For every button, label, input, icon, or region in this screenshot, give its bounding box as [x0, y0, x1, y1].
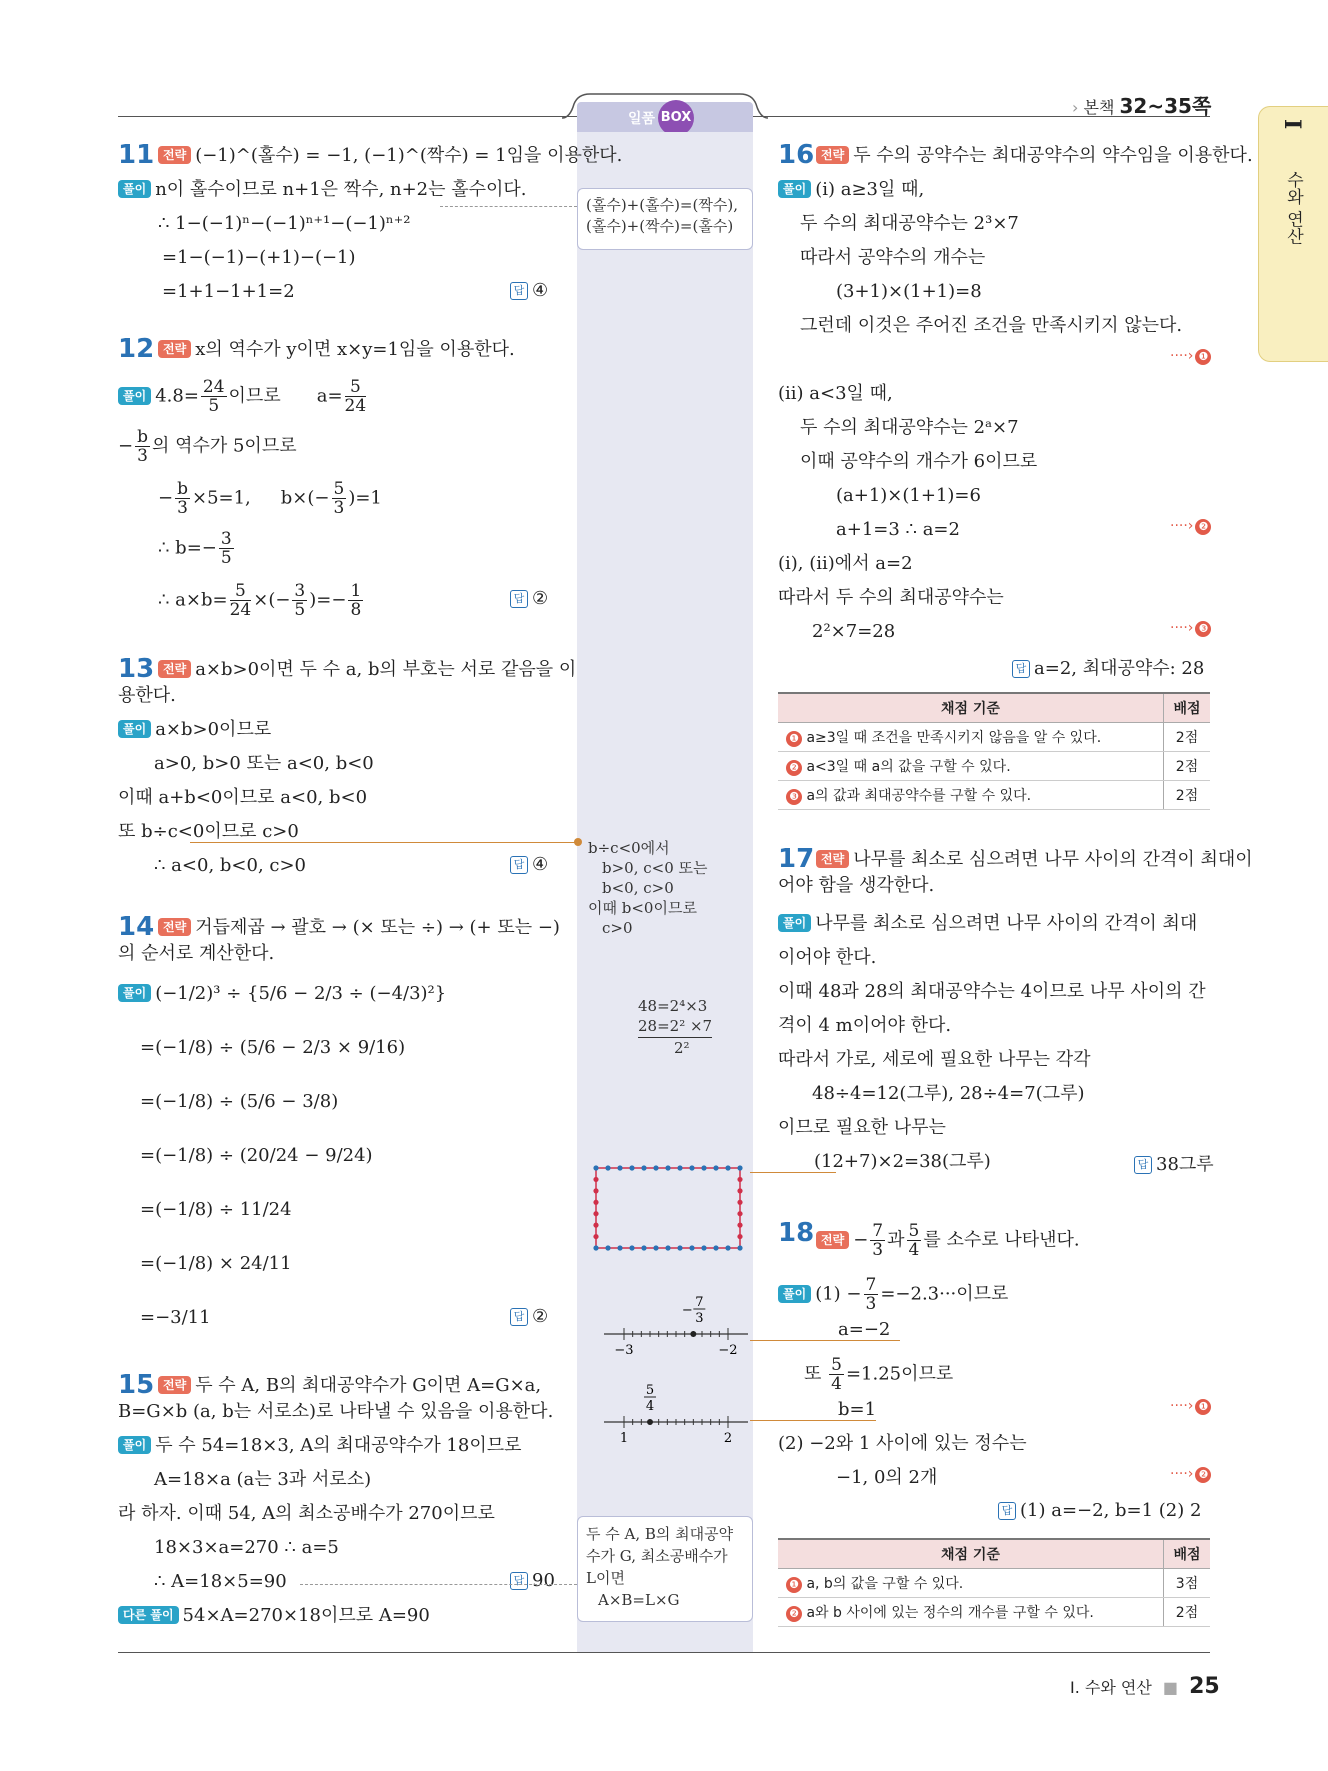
solution-line: 풀이 (ⅰ) a≥3일 때,	[778, 178, 924, 202]
tree-dot	[641, 1165, 646, 1170]
solution-line: =(−1/8) ÷ (20/24 − 9/24)	[140, 1145, 373, 1166]
problem-number: 14	[118, 912, 155, 942]
memo-leader	[750, 1420, 876, 1421]
solution-line: 풀이 (−1/2)³ ÷ {5/6 − 2/3 ÷ (−4/3)²}	[118, 982, 446, 1006]
strategy-badge: 전략	[158, 660, 191, 678]
solution-line: 18×3×a=270 ∴ a=5	[154, 1537, 339, 1558]
solution-line: 이때 a+b<0이므로 a<0, b<0	[118, 787, 368, 808]
solution-line: 두 수의 최대공약수는 2³×7	[800, 213, 1019, 234]
strategy-line	[158, 658, 576, 682]
bullet-icon: ■	[1162, 1678, 1179, 1697]
table-row: ❶ a, b의 값을 구할 수 있다. 3점	[778, 1569, 1210, 1598]
strategy-line	[158, 338, 515, 362]
answer-badge: 답	[510, 1572, 528, 1590]
solution-line: 이때 48과 28의 최대공약수는 4이므로 나무 사이의 간	[778, 981, 1206, 1002]
answer: 답 (1) a=−2, b=1 (2) 2	[998, 1500, 1201, 1521]
step-marker: ····› ❷	[1170, 518, 1211, 535]
memo-leader	[300, 1584, 577, 1585]
chevron-right-icon: ›	[1072, 98, 1079, 117]
point-marker	[690, 1331, 696, 1337]
answer-badge: 답	[510, 282, 528, 300]
strategy-line	[158, 916, 560, 940]
tree-dot	[593, 1165, 598, 1170]
solution-line: 두 수의 최대공약수는 2ᵃ×7	[800, 417, 1019, 438]
tree-dot	[653, 1245, 658, 1250]
solution-line: 이므로 필요한 나무는	[778, 1117, 946, 1138]
rectangle-outline	[596, 1168, 740, 1248]
footer-chapter: Ⅰ. 수와 연산	[1070, 1678, 1152, 1697]
solution-line: − $\frac{b}{3}$ 의 역수가 5이므로	[118, 427, 297, 466]
tree-dot	[665, 1165, 670, 1170]
tree-dot	[629, 1165, 634, 1170]
solution-line: 이때 공약수의 개수가 6이므로	[800, 451, 1038, 472]
solution-badge: 풀이	[118, 180, 151, 198]
tick-label: 1	[619, 1431, 629, 1446]
solution-line	[118, 178, 527, 202]
grading-table	[778, 692, 1210, 810]
memo-box-gcd-lcm: 두 수 A, B의 최대공약 수가 G, 최소공배수가 L이면 A×B=L×G	[577, 1516, 753, 1622]
solution-line: ∴ 1−(−1)ⁿ−(−1)ⁿ⁺¹−(−1)ⁿ⁺²	[158, 213, 411, 234]
tree-dot	[725, 1165, 730, 1170]
page-reference	[1072, 90, 1211, 119]
solution-line: ∴ b=− $\frac{3}{5}$	[158, 529, 232, 568]
tree-dot	[737, 1245, 742, 1250]
footer-rule	[118, 1652, 1210, 1653]
problem-number: 12	[118, 334, 155, 364]
number-line-seven-thirds	[602, 1296, 750, 1362]
solution-line: ∴ a×b= $\frac{5}{24}$ ×(− $\frac{3}{5}$ )=− $\frac{1}{8}$	[158, 581, 362, 620]
strategy-text: 두 수 A, B의 최대공약수가 G이면 A=G×a,	[195, 1375, 542, 1396]
tree-dot	[713, 1165, 718, 1170]
page-number: 25	[1189, 1674, 1220, 1699]
memo-leader	[750, 1340, 900, 1341]
tree-dot	[617, 1165, 622, 1170]
strategy-line: 전략 나무를 최소로 심으려면 나무 사이의 간격이 최대이	[816, 848, 1253, 872]
solution-badge: 풀이	[778, 1285, 811, 1303]
answer: 답 ④	[510, 854, 548, 875]
solution-line: 따라서 가로, 세로에 필요한 나무는 각각	[778, 1049, 1091, 1070]
answer: 답 ②	[510, 1306, 548, 1327]
tree-dot	[593, 1200, 598, 1205]
solution-text: n이 홀수이므로 n+1은 짝수, n+2는 홀수이다.	[155, 179, 527, 200]
solution-line: (a+1)×(1+1)=6	[836, 485, 981, 506]
solution-badge: 풀이	[118, 720, 151, 738]
solution-line: 풀이 (1) − $\frac{7}{3}$ =−2.3···이므로	[778, 1276, 1008, 1313]
tree-dot	[617, 1245, 622, 1250]
ref-pages: 32~35쪽	[1119, 94, 1212, 118]
strategy-text: (−1)^(홀수) = −1, (−1)^(짝수) = 1임을 이용한다.	[195, 145, 623, 166]
table-row: ❸ a의 값과 최대공약수를 구할 수 있다. 2점	[778, 781, 1210, 810]
ref-label: 본책	[1083, 98, 1115, 117]
fraction-denominator: 3	[695, 1311, 704, 1326]
problem-number: 15	[118, 1370, 155, 1400]
solution-line: 또 b÷c<0이므로 c>0	[118, 821, 299, 842]
tree-dot	[737, 1188, 742, 1193]
answer: 답 38그루	[1134, 1150, 1214, 1176]
solution-line: 2²×7=28	[812, 621, 896, 642]
step-marker: ····› ❶	[1170, 1398, 1211, 1415]
tree-dot	[701, 1245, 706, 1250]
table-row: ❶ a≥3일 때 조건을 만족시키지 않음을 알 수 있다. 2점	[778, 723, 1210, 752]
tree-dot	[665, 1245, 670, 1250]
strategy-line: 전략 두 수의 공약수는 최대공약수의 약수임을 이용한다.	[816, 144, 1253, 168]
fraction-denominator: 4	[645, 1399, 655, 1414]
solution-line: A=18×a (a는 3과 서로소)	[154, 1469, 372, 1490]
tree-dot	[737, 1177, 742, 1182]
solution-line: a>0, b>0 또는 a<0, b<0	[154, 753, 374, 774]
tree-dot	[605, 1245, 610, 1250]
memo-leader	[190, 842, 578, 843]
strategy-text: x의 역수가 y이면 x×y=1임을 이용한다.	[195, 339, 515, 360]
tree-dot	[689, 1245, 694, 1250]
solution-line: 풀이 두 수 54=18×3, A의 최대공약수가 18이므로	[118, 1434, 522, 1458]
leader-dot	[574, 838, 582, 846]
strategy-line	[158, 1374, 541, 1398]
step-marker: ····› ❷	[1170, 1466, 1211, 1483]
answer-badge: 답	[510, 856, 528, 874]
point-marker	[647, 1419, 653, 1425]
solution-badge: 풀이	[778, 180, 811, 198]
memo-leader	[750, 1172, 836, 1173]
side-tab-roman: I	[1279, 119, 1305, 130]
solution-line: =1−(−1)−(+1)−(−1)	[162, 247, 356, 268]
tree-dot	[629, 1245, 634, 1250]
tree-dot	[737, 1223, 742, 1228]
tree-dot	[593, 1188, 598, 1193]
solution-line: 따라서 두 수의 최대공약수는	[778, 587, 1004, 608]
solution-badge: 풀이	[118, 387, 151, 405]
answer: 답 ②	[510, 588, 548, 609]
number-line-five-fourths	[602, 1384, 750, 1450]
grading-header-criteria: 채점 기준	[778, 1539, 1164, 1569]
grading-header-points: 배점	[1164, 693, 1211, 723]
problem-number: 16	[778, 140, 815, 170]
step-marker: ····› ❸	[1170, 620, 1211, 637]
tick-label: 2	[723, 1431, 733, 1446]
tree-dot	[689, 1165, 694, 1170]
problem-number: 18	[778, 1218, 815, 1248]
memo-leader	[440, 206, 577, 207]
answer-badge: 답	[510, 590, 528, 608]
fraction-numerator: 7	[695, 1296, 704, 1310]
strategy-line: 용한다.	[118, 685, 176, 706]
solution-line: (ⅰ), (ⅱ)에서 a=2	[778, 553, 913, 574]
table-row: ❷ a와 b 사이에 있는 정수의 개수를 구할 수 있다. 2점	[778, 1598, 1210, 1627]
tree-dot	[677, 1245, 682, 1250]
answer-badge: 답	[1012, 660, 1030, 678]
solution-line: =(−1/8) ÷ (5/6 − 2/3 × 9/16)	[140, 1037, 406, 1058]
tree-dot	[653, 1165, 658, 1170]
tree-dot	[701, 1165, 706, 1170]
solution-line: 이어야 한다.	[778, 947, 877, 968]
solution-line: 풀이 4.8= $\frac{24}{5}$ 이므로 a= $\frac{5}{24}$	[118, 378, 368, 415]
strategy-line: 의 순서로 계산한다.	[118, 943, 275, 964]
solution-line: 따라서 공약수의 개수는	[800, 247, 986, 268]
solution-line: =1+1−1+1=2	[162, 281, 295, 302]
strategy-text: 거듭제곱 → 괄호 → (× 또는 ÷) → (+ 또는 −)	[195, 917, 560, 938]
strategy-badge: 전략	[816, 850, 849, 868]
footer	[1070, 1674, 1220, 1699]
strategy-line: 어야 함을 생각한다.	[778, 875, 935, 896]
strategy-line	[158, 144, 622, 168]
strategy-badge: 전략	[158, 340, 191, 358]
fraction-numerator: 5	[645, 1384, 655, 1398]
table-row: ❷ a<3일 때 a의 값을 구할 수 있다. 2점	[778, 752, 1210, 781]
solution-badge: 풀이	[118, 984, 151, 1002]
solution-line: =(−1/8) × 24/11	[140, 1253, 292, 1274]
solution-line: 그런데 이것은 주어진 조건을 만족시키지 않는다.	[800, 315, 1183, 336]
minus-sign: −	[681, 1303, 693, 1318]
solution-line: a=−2	[838, 1319, 891, 1340]
tree-dot	[713, 1245, 718, 1250]
tree-dot	[593, 1223, 598, 1228]
solution-line: 라 하자. 이때 54, A의 최소공배수가 270이므로	[118, 1503, 495, 1524]
tree-dot	[593, 1211, 598, 1216]
strategy-badge: 전략	[816, 1231, 849, 1249]
strategy-text: a×b>0이면 두 수 a, b의 부호는 서로 같음을 이	[195, 659, 577, 680]
solution-line: 48÷4=12(그루), 28÷4=7(그루)	[812, 1083, 1085, 1104]
problem-number: 11	[118, 140, 155, 170]
solution-line: b=1	[838, 1399, 877, 1420]
side-tab[interactable]	[1258, 106, 1328, 362]
solution-line: (2) −2와 1 사이에 있는 정수는	[778, 1433, 1027, 1454]
tree-dot	[737, 1234, 742, 1239]
solution-badge: 풀이	[118, 1436, 151, 1454]
solution-line: =(−1/8) ÷ (5/6 − 3/8)	[140, 1091, 339, 1112]
box-title-ilpum: 일품	[628, 111, 656, 127]
strategy-badge: 전략	[158, 918, 191, 936]
problem-number: 17	[778, 844, 815, 874]
answer-badge: 답	[1134, 1156, 1152, 1174]
answer: 답 90	[510, 1570, 555, 1591]
tree-dot	[737, 1165, 742, 1170]
strategy-badge: 전략	[158, 1376, 191, 1394]
solution-line: 격이 4 m이어야 한다.	[778, 1015, 952, 1036]
strategy-line: 전략 − $\frac{7}{3}$ 과 $\frac{5}{4}$ 를 소수로 나타낸다.	[816, 1222, 1080, 1259]
step-marker: ····› ❶	[1170, 348, 1211, 365]
solution-line: (12+7)×2=38(그루)	[814, 1151, 991, 1172]
solution-line: −1, 0의 2개	[836, 1467, 938, 1488]
strategy-badge: 전략	[158, 146, 191, 164]
strategy-line: B=G×b (a, b는 서로소)로 나타낼 수 있음을 이용한다.	[118, 1401, 554, 1422]
solution-line: 풀이 나무를 최소로 심으려면 나무 사이의 간격이 최대	[778, 912, 1197, 936]
tree-dot	[737, 1211, 742, 1216]
solution-line: =(−1/8) ÷ 11/24	[140, 1199, 292, 1220]
memo-sign-note: b÷c<0에서 b>0, c<0 또는 b<0, c>0 이때 b<0이므로 c>0	[588, 839, 708, 937]
solution-badge: 풀이	[778, 914, 811, 932]
tree-dot	[677, 1165, 682, 1170]
tree-dot	[737, 1200, 742, 1205]
answer: 답 ④	[510, 280, 548, 301]
tick-label: −2	[718, 1343, 738, 1358]
box-title-badge: BOX	[658, 100, 694, 136]
grading-header-criteria: 채점 기준	[778, 693, 1164, 723]
alt-solution-badge: 다른 풀이	[118, 1606, 179, 1624]
tree-dot	[725, 1245, 730, 1250]
solution-line: 또 $\frac{5}{4}$ =1.25이므로	[804, 1355, 954, 1394]
answer-badge: 답	[998, 1502, 1016, 1520]
solution-line: (ⅱ) a<3일 때,	[778, 383, 893, 404]
solution-line: ∴ A=18×5=90	[154, 1571, 287, 1592]
answer-badge: 답	[510, 1308, 528, 1326]
memo-gcd-note: 48=2⁴×3 28=2² ×7 2²	[638, 997, 713, 1057]
tree-dot	[593, 1177, 598, 1182]
solution-line: (3+1)×(1+1)=8	[836, 281, 982, 302]
problem-number: 13	[118, 654, 155, 684]
tick-label: −3	[614, 1343, 634, 1358]
solution-line: 풀이 a×b>0이므로	[118, 718, 271, 742]
solution-line: a+1=3 ∴ a=2	[836, 519, 960, 540]
alt-solution-line: 다른 풀이 54×A=270×18이므로 A=90	[118, 1604, 430, 1628]
grading-table	[778, 1538, 1210, 1627]
grading-header-points: 배점	[1164, 1539, 1211, 1569]
solution-line: =−3/11	[140, 1307, 211, 1328]
solution-line: − $\frac{b}{3}$ ×5=1, b×(− $\frac{5}{3}$ )=1	[158, 479, 382, 518]
strategy-badge: 전략	[816, 146, 849, 164]
memo-box-odd-even: (홀수)+(홀수)=(짝수), (홀수)+(짝수)=(홀수)	[577, 188, 753, 250]
tree-dot	[593, 1234, 598, 1239]
solution-line: ∴ a<0, b<0, c>0	[154, 855, 306, 876]
tree-rectangle-diagram	[590, 1160, 746, 1256]
tree-dot	[605, 1165, 610, 1170]
tree-dot	[641, 1245, 646, 1250]
tree-dot	[593, 1245, 598, 1250]
side-tab-label: 수와 연산	[1283, 171, 1303, 245]
answer: 답 a=2, 최대공약수: 28	[1012, 654, 1204, 680]
